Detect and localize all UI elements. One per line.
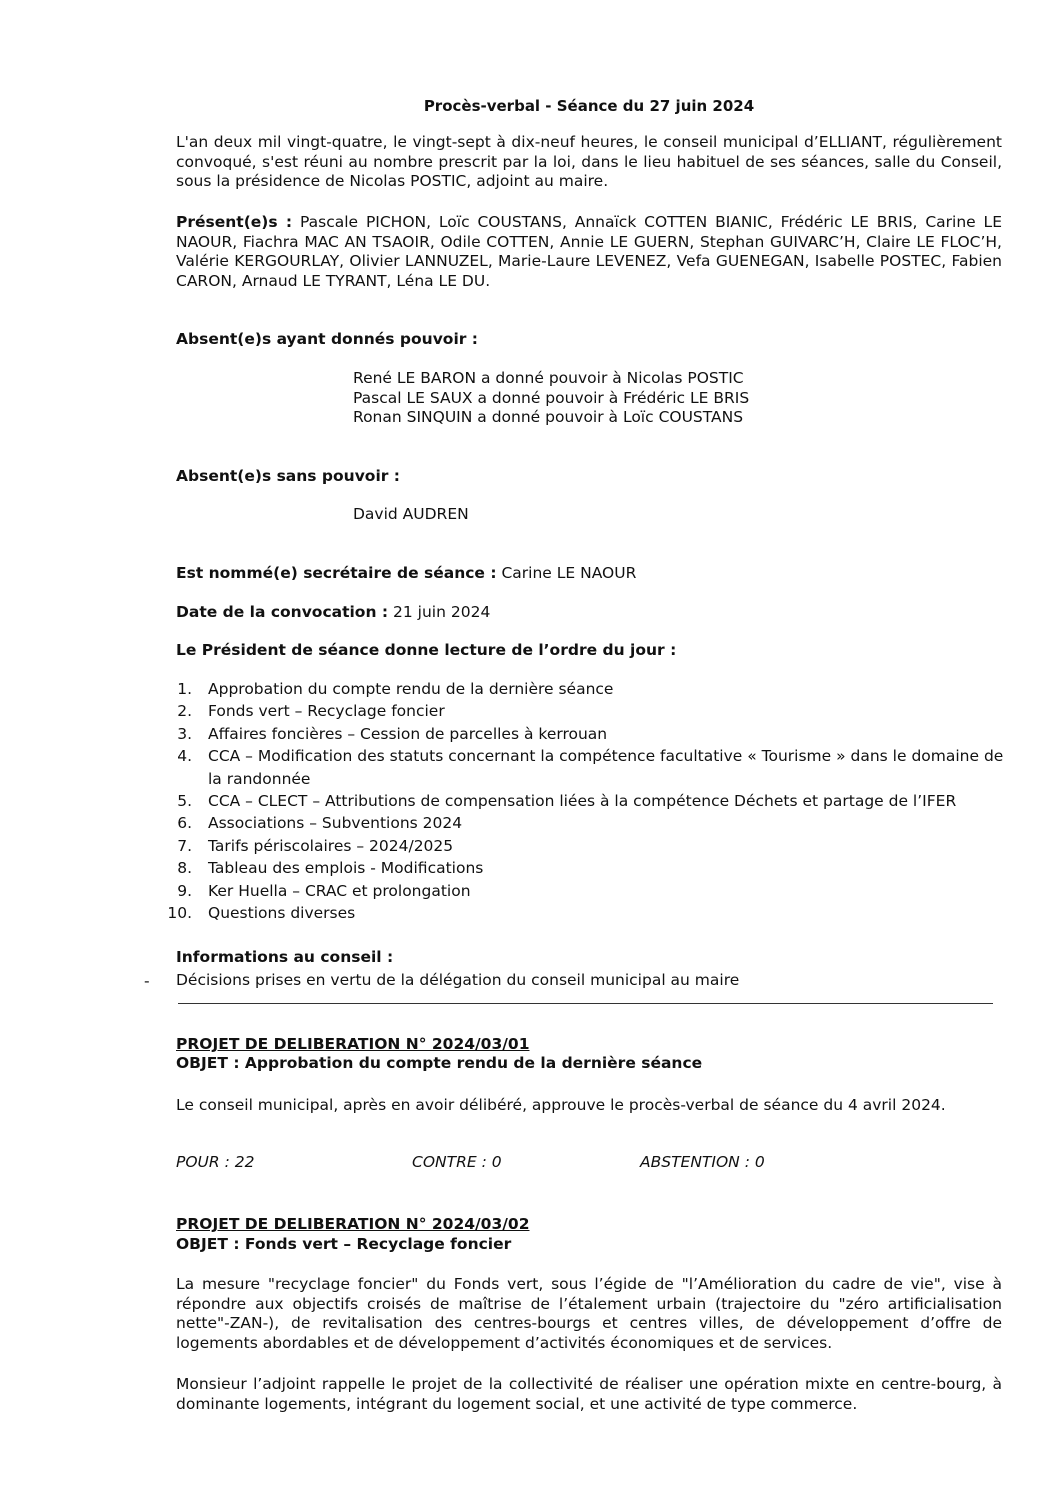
agenda-item: 1. Approbation du compte rendu de la dernière séance: [177, 680, 614, 698]
absent-line: David AUDREN: [353, 505, 469, 523]
presents-list: Pascale PICHON, Loïc COUSTANS, Annaïck COTTEN BIANIC, Frédéric LE BRIS, Carine LE NAOUR, Fiachra MAC AN TSAOIR, Odile COTTEN, Annie LE GUERN, Stephan GUIVARC’H, Claire LE FLOC’H, Valérie KERGOURLAY, Olivier LANNUZEL, Marie-Laure LEVENEZ, Vefa GUENEGAN, Isabelle POSTEC, Fabien CARON, Arnaud LE TYRANT, Léna LE DU.: [176, 213, 1002, 290]
agenda-item: 5. CCA – CLECT – Attributions de compensation liées à la compétence Déchets et partage de l’IFER: [177, 792, 957, 811]
bullet-dash: -: [144, 972, 150, 990]
presents-paragraph: [176, 213, 1002, 291]
informations-label: Informations au conseil :: [176, 948, 394, 966]
vote-pour: POUR : 22: [176, 1153, 255, 1171]
absents-sans-pouvoir-label: Absent(e)s sans pouvoir :: [176, 467, 401, 485]
absents-pouvoir-label: Absent(e)s ayant donnés pouvoir :: [176, 330, 478, 348]
agenda-item: 2. Fonds vert – Recyclage foncier: [177, 702, 445, 721]
deliberation-1-objet: OBJET : Approbation du compte rendu de la dernière séance: [176, 1054, 703, 1072]
absents-pouvoir-list: [353, 369, 953, 428]
agenda-item: 8. Tableau des emplois - Modifications: [177, 859, 484, 878]
deliberation-2-para2: Monsieur l’adjoint rappelle le projet de la collectivité de réaliser une opération mixte en centre-bourg, à dominante logements, intégrant du logement social, et une activité de type commerce.: [176, 1375, 1002, 1413]
agenda-item: 4. CCA – Modification des statuts concernant la compétence facultative « Tourisme » dans le domaine de la randonnée: [177, 747, 1004, 788]
convocation-label: Date de la convocation :: [176, 603, 389, 621]
convocation-value: 21 juin 2024: [393, 603, 491, 621]
deliberation-2-objet: OBJET : Fonds vert – Recyclage foncier: [176, 1235, 512, 1253]
proxy-line: Pascal LE SAUX a donné pouvoir à Frédéric LE BRIS: [353, 388, 750, 407]
intro-paragraph: L'an deux mil vingt-quatre, le vingt-sept à dix-neuf heures, le conseil municipal d’ELLIANT, régulièrement convoqué, s'est réuni au nombre prescrit par la loi, dans le lieu habituel de ses séances, salle du Conseil, sous la présidence de Nicolas POSTIC, adjoint au maire.: [176, 133, 1002, 190]
convocation-line: [176, 603, 1002, 623]
section-divider: [178, 1003, 993, 1004]
presents-label: Présent(e)s :: [176, 213, 293, 231]
secretaire-line: [176, 564, 1002, 584]
ordre-du-jour-label: Le Président de séance donne lecture de l’ordre du jour :: [176, 641, 677, 659]
secretaire-label: Est nommé(e) secrétaire de séance :: [176, 564, 497, 582]
deliberation-2-para1: La mesure "recyclage foncier" du Fonds vert, sous l’égide de "l’Amélioration du cadre de vie", vise à répondre aux objectifs croisés de maîtrise de l’étalement urbain (trajectoire du "zéro artificialisation nette"-ZAN-), de revitalisation des centres-bourgs et centres villes, de développement d’offre de logements abordables et de développement d’activités économiques et de services.: [176, 1275, 1002, 1352]
informations-item: Décisions prises en vertu de la délégation du conseil municipal au maire: [176, 971, 740, 989]
document-title: Procès-verbal - Séance du 27 juin 2024: [423, 97, 755, 115]
secretaire-value: Carine LE NAOUR: [501, 564, 637, 582]
deliberation-1-heading: PROJET DE DELIBERATION N° 2024/03/01: [176, 1035, 530, 1053]
agenda-list: [150, 678, 1010, 924]
proxy-line: Ronan SINQUIN a donné pouvoir à Loïc COUSTANS: [353, 408, 744, 426]
agenda-item: 7. Tarifs périscolaires – 2024/2025: [177, 836, 454, 855]
agenda-item: 3. Affaires foncières – Cession de parcelles à kerrouan: [177, 724, 608, 743]
vote-abstention: ABSTENTION : 0: [640, 1153, 765, 1171]
agenda-item: 10. Questions diverses: [167, 904, 356, 923]
proxy-line: René LE BARON a donné pouvoir à Nicolas POSTIC: [353, 369, 744, 387]
deliberation-1-body: Le conseil municipal, après en avoir délibéré, approuve le procès-verbal de séance du 4 avril 2024.: [176, 1096, 946, 1114]
deliberation-2-heading: PROJET DE DELIBERATION N° 2024/03/02: [176, 1215, 530, 1233]
agenda-item: 9. Ker Huella – CRAC et prolongation: [177, 881, 471, 900]
agenda-item: 6. Associations – Subventions 2024: [177, 814, 463, 833]
vote-contre: CONTRE : 0: [412, 1153, 502, 1171]
